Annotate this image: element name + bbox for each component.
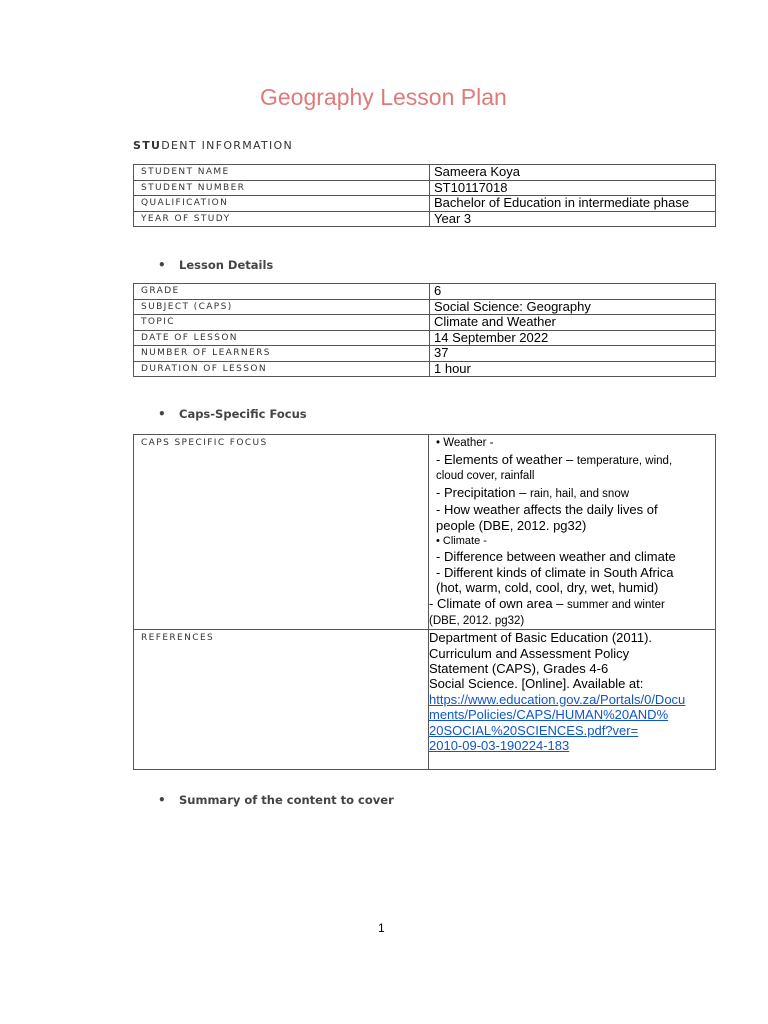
list-item-detail: temperature, wind,	[576, 454, 673, 467]
list-item-continuation: (DBE, 2012. pg32)	[429, 614, 525, 627]
reference-line: Social Science. [Online]. Available at:	[429, 676, 644, 692]
row-label: STUDENT NAME	[134, 165, 430, 181]
caps-focus-content	[429, 435, 716, 630]
row-label: DATE OF LESSON	[134, 330, 430, 346]
references-content	[429, 630, 716, 770]
list-item: - How weather affects the daily lives of	[436, 502, 658, 518]
table-row	[134, 180, 716, 196]
list-item-detail: summer and winter	[567, 598, 665, 611]
bullet-icon: •	[158, 258, 166, 272]
page-number: 1	[378, 921, 385, 935]
reference-link[interactable]: 20SOCIAL%20SCIENCES.pdf?ver=	[429, 722, 639, 738]
row-label: CAPS SPECIFIC FOCUS	[134, 435, 429, 630]
list-item-continuation: (hot, warm, cold, cool, dry, wet, humid)	[436, 580, 659, 596]
lesson-details-heading	[158, 258, 273, 272]
row-label: YEAR OF STUDY	[134, 211, 430, 227]
bullet-icon: •	[158, 407, 166, 421]
list-item: - Different kinds of climate in South Africa	[436, 564, 674, 580]
table-row	[134, 330, 716, 346]
list-item	[429, 596, 713, 614]
student-information-heading	[133, 139, 293, 152]
lesson-details-table	[133, 283, 716, 377]
list-item-main: - Elements of weather –	[436, 451, 577, 467]
summary-heading	[158, 793, 394, 807]
row-label: QUALIFICATION	[134, 196, 430, 212]
table-row	[134, 165, 716, 181]
table-row	[134, 315, 716, 331]
page-title: Geography Lesson Plan	[260, 84, 507, 110]
row-value: 1 hour	[430, 361, 716, 377]
list-item: - Difference between weather and climate	[436, 549, 676, 565]
list-item-detail: rain, hail, and snow	[529, 487, 630, 500]
row-value: Sameera Koya	[430, 165, 716, 181]
table-row	[134, 361, 716, 377]
row-value: 6	[430, 284, 716, 300]
reference-line: Department of Basic Education (2011).	[429, 630, 653, 646]
lesson-details-label: Lesson Details	[179, 258, 274, 272]
row-label: GRADE	[134, 284, 430, 300]
student-heading-bold: STU	[133, 139, 162, 152]
table-row	[134, 435, 716, 630]
table-row	[134, 299, 716, 315]
list-item-continuation: cloud cover, rainfall	[436, 470, 535, 483]
weather-label: • Weather -	[436, 437, 494, 449]
table-row	[134, 284, 716, 300]
bullet-icon: •	[158, 793, 166, 807]
caps-focus-label: Caps-Specific Focus	[179, 407, 307, 421]
row-label: SUBJECT (CAPS)	[134, 299, 430, 315]
row-value: Bachelor of Education in intermediate phase	[430, 196, 716, 212]
reference-line: Statement (CAPS), Grades 4-6	[429, 660, 609, 676]
row-value: 37	[430, 346, 716, 362]
list-item-main: - Climate of own area –	[429, 595, 568, 611]
reference-link[interactable]: 2010-09-03-190224-183	[429, 737, 570, 753]
row-label: NUMBER OF LEARNERS	[134, 346, 430, 362]
table-row	[134, 346, 716, 362]
table-row	[134, 211, 716, 227]
table-row	[134, 196, 716, 212]
list-item	[429, 485, 713, 503]
row-value: 14 September 2022	[430, 330, 716, 346]
summary-label: Summary of the content to cover	[179, 793, 394, 807]
row-value: ST10117018	[430, 180, 716, 196]
table-row	[134, 630, 716, 770]
row-value: Year 3	[430, 211, 716, 227]
list-item	[429, 452, 713, 470]
reference-line: Curriculum and Assessment Policy	[429, 645, 630, 661]
reference-link[interactable]: ments/Policies/CAPS/HUMAN%20AND%	[429, 707, 669, 723]
student-heading-rest: DENT INFORMATION	[161, 139, 294, 152]
row-label: DURATION OF LESSON	[134, 361, 430, 377]
row-value: Climate and Weather	[430, 315, 716, 331]
student-information-table	[133, 164, 716, 227]
caps-focus-table	[133, 434, 716, 770]
climate-label: • Climate -	[436, 534, 487, 547]
reference-link[interactable]: https://www.education.gov.za/Portals/0/Docu	[429, 691, 686, 707]
list-item-main: - Precipitation –	[436, 484, 530, 500]
row-label: REFERENCES	[134, 630, 429, 770]
row-label: TOPIC	[134, 315, 430, 331]
row-label: STUDENT NUMBER	[134, 180, 430, 196]
caps-focus-heading	[158, 407, 307, 421]
list-item-continuation: people (DBE, 2012. pg32)	[436, 517, 587, 533]
row-value: Social Science: Geography	[430, 299, 716, 315]
